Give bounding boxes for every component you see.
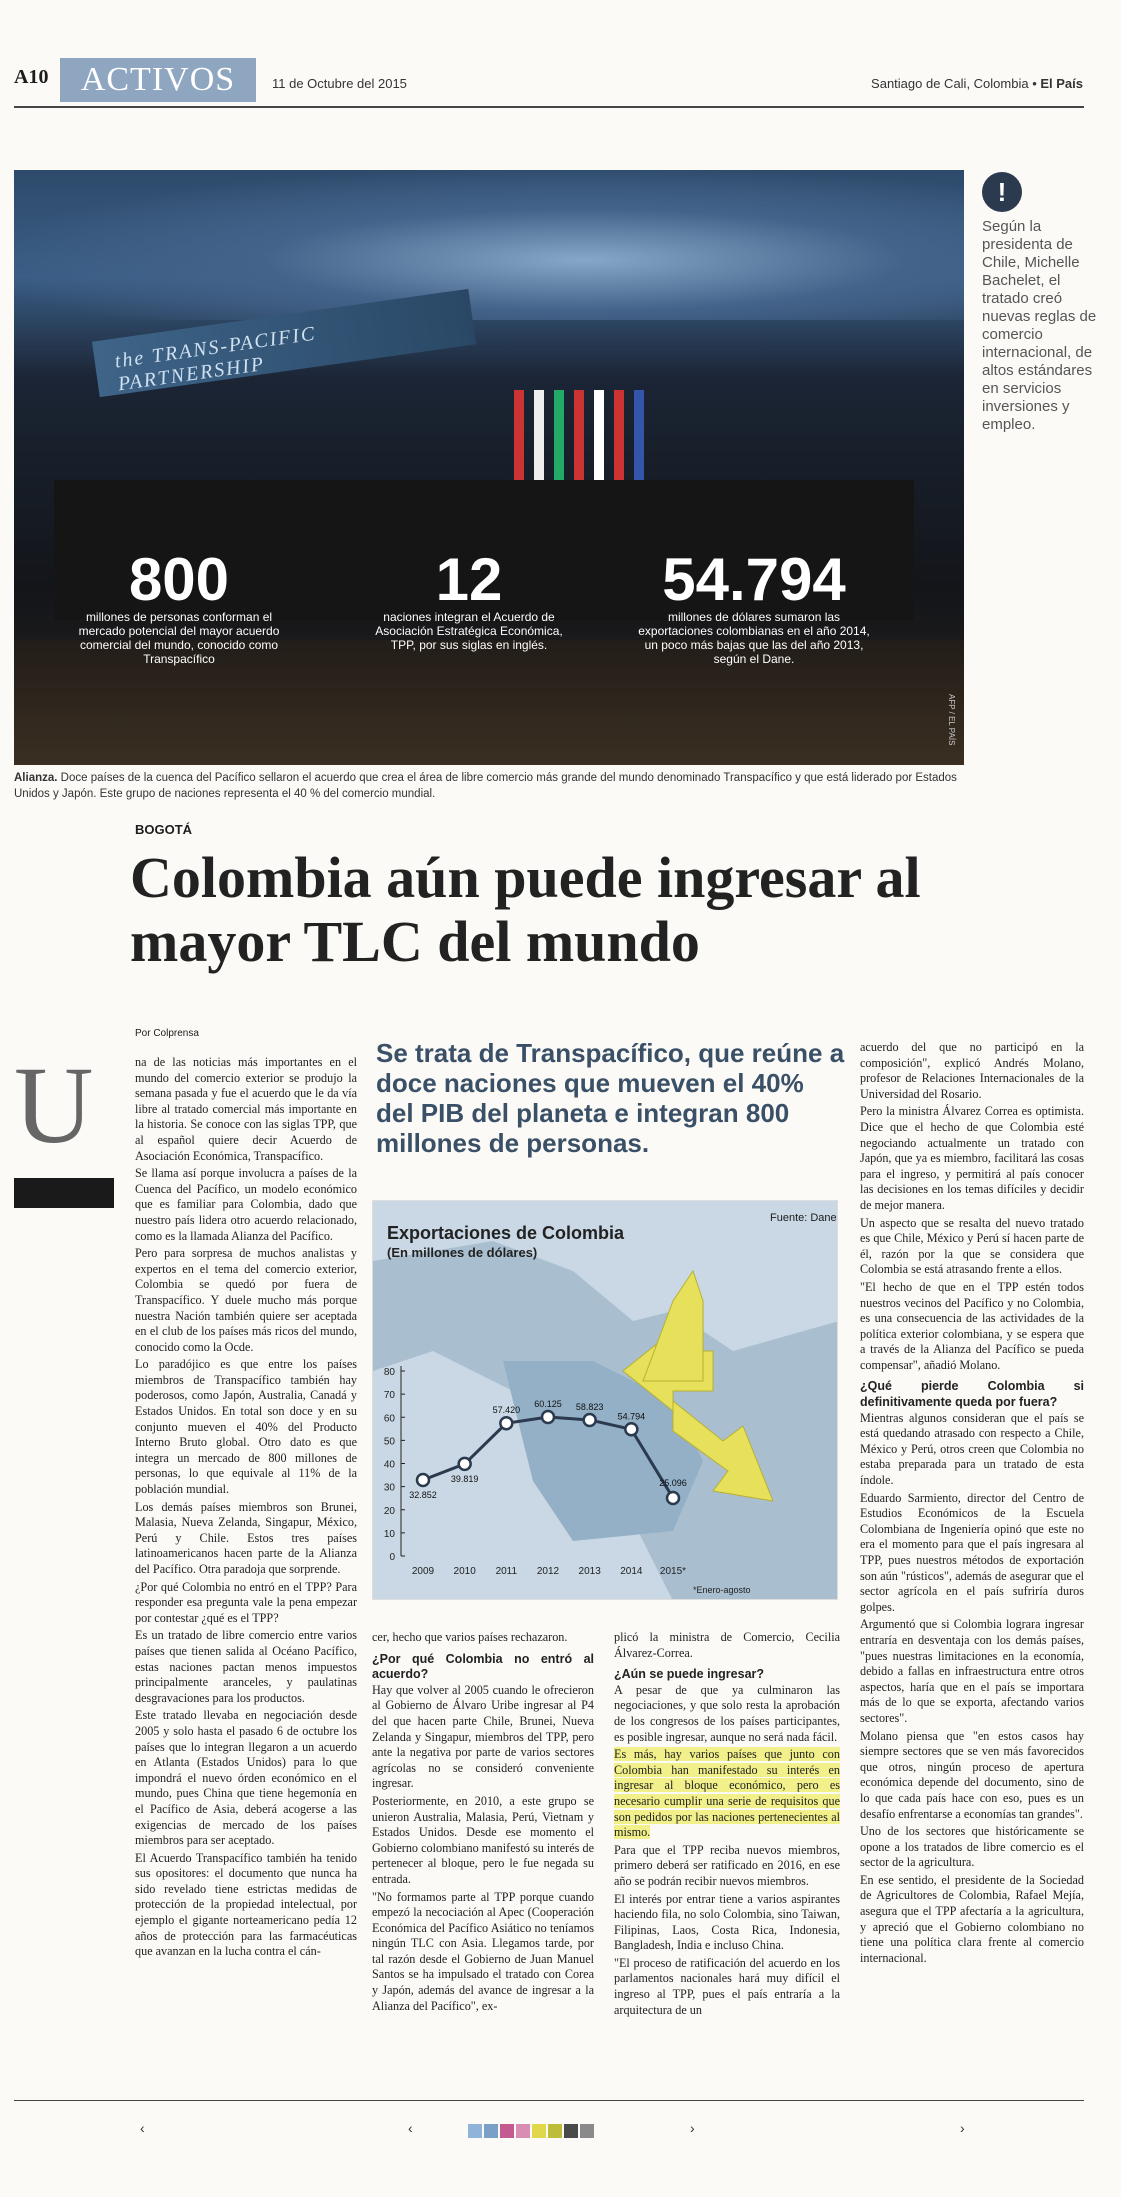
paragraph: Lo paradójico es que entre los países miembros de Transpacífico también hay poderosos, como Japón, Australia, Canadá y Estados Unidos. En total son doce y en su conjunto mueven el 40% del Producto Interno Bruto global. Otro dato es que integra un mercado de 800 millones de personas, lo que equivale al 11% de la población mundial. [135, 1357, 357, 1497]
paragraph: Eduardo Sarmiento, director del Centro de Estudios Económicos de la Escuela Colombiana de Ingeniería opinó que este no era el momento para que el país ingresara al TPP, pues nuestros métodos de exportación son aún "rústicos", además de asegurar que el sector agrícola en el país sufriría duros golpes. [860, 1490, 1084, 1614]
y-tick-label: 50 [383, 1436, 395, 1448]
drop-cap: U [14, 1044, 94, 1166]
highlighted-text: Es más, hay varios países que junto con Colombia han manifestado su interés en ingresar al bloque económico, pero es necesario cumplir una serie de requisitos que son pedidos por las naciones pertenecientes al mismo. [614, 1747, 840, 1840]
paragraph: Se llama así porque involucra a países de la Cuenca del Pacífico, un modelo económico que es familiar para Colombia, dado que nuestro país lidera otro acuerdo relacionado, como es la llamada Alianza del Pacífico. [135, 1166, 357, 1243]
chart-title: Exportaciones de Colombia [387, 1223, 625, 1243]
data-label: 25.096 [659, 1477, 687, 1488]
section-title: ACTIVOS [60, 58, 256, 102]
data-label: 57.420 [492, 1405, 521, 1416]
data-label: 39.819 [450, 1473, 479, 1484]
sidenote: Según la presidenta de Chile, Michelle Bachelet, el tratado creó nuevas reglas de comercio internacional, de altos estándares en servicios inversiones y empleo. [982, 218, 1097, 433]
y-tick-label: 70 [383, 1390, 395, 1402]
paragraph: Mientras algunos consideran que el país se está quedando atrasado con respecto a Chile, México y Perú, otros creen que Colombia no estaba preparada para un tratado de esta índole. [860, 1410, 1084, 1488]
color-swatch [580, 2124, 594, 2138]
paragraph: ¿Por qué Colombia no entró en el TPP? Para responder esa pregunta vale la pena empezar por contestar ¿qué es el TPP? [135, 1579, 357, 1625]
y-tick-label: 60 [383, 1413, 395, 1425]
x-tick-label: 2012 [536, 1566, 560, 1577]
paragraph: na de las noticias más importantes en el mundo del comercio exterior se produjo la semana pasada y fue el acuerdo que le da vía libre al tratado comercial más importante en la historia. Se conoce con las siglas TPP, que al español quiere decir Acuerdo de Asociación Económica, Transpacífico. [135, 1055, 357, 1163]
data-label: 60.125 [534, 1398, 562, 1409]
photo-credit: AFP / EL PAÍS [947, 693, 956, 745]
footer-rule [14, 2100, 1084, 2101]
data-label: 32.852 [409, 1490, 437, 1501]
paragraph: Un aspecto que se resalta del nuevo tratado es que Chile, México y Perú sí hacen parte de él, razón por la que se considera que Colombia se está atrasando frente a ellos. [860, 1215, 1084, 1277]
data-point [667, 1492, 679, 1504]
x-tick-label: 2010 [453, 1566, 476, 1577]
conference-photo [14, 170, 964, 765]
headline: Colombia aún puede ingresar al mayor TLC del mundo [130, 845, 921, 974]
paragraph: "No formamos parte al TPP porque cuando empezó la necociación al Apec (Cooperación Económica del Pacífico Asiático no teníamos ningún TLC con Asia. Llegamos tarde, por tal razón desde el Gobierno de Juan Manuel Santos se ha impulsado el tratado con Corea y Japón, además del avance de ingresar a la Alianza del Pacífico", ex- [372, 1889, 594, 2013]
data-point [584, 1414, 596, 1426]
tpp-banner: the TRANS-PACIFIC PARTNERSHIP [92, 289, 476, 397]
column-4 [860, 1040, 1084, 1968]
paragraph: En ese sentido, el presidente de la Sociedad de Agricultores de Colombia, Rafael Mejía, asegura que el TPP afectaría a la agricultura, y apreció que el Gobierno colombiano no tiene una política clara frente al comercio internacional. [860, 1872, 1084, 1965]
paragraph: Uno de los sectores que históricamente se opone a los tratados de libre comercio es el sector de la agricultura. [860, 1824, 1084, 1870]
color-swatch [564, 2124, 578, 2138]
color-registration-bar [468, 2124, 594, 2138]
color-swatch [484, 2124, 498, 2138]
x-tick-label: 2015* [659, 1566, 687, 1577]
decorative-bar [14, 1178, 114, 1208]
color-swatch [548, 2124, 562, 2138]
y-tick-label: 20 [383, 1505, 395, 1517]
color-swatch [516, 2124, 530, 2138]
stat-12: 12 naciones integran el Acuerdo de Asociación Estratégica Económica, TPP, por sus siglas en inglés. [375, 546, 563, 652]
color-swatch [500, 2124, 514, 2138]
page-number: A10 [14, 66, 49, 88]
paragraph: Pero para sorpresa de muchos analistas y expertos en el tema del comercio exterior, Colombia se quedó por fuera de Transpacífico. Y duele mucho más porque nuestra Nación también quiere ser aceptada en el club de los países más ricos del mundo, conocido como la Ocde. [135, 1246, 357, 1354]
data-point [542, 1411, 554, 1423]
y-tick-label: 0 [389, 1552, 395, 1563]
paragraph: El Acuerdo Transpacífico también ha tenido sus opositores: el documento que nunca ha sido revelado tiene estrictas medidas de protección de la propiedad intelectual, por ejemplo el gigante norteamericano pedía 12 años de protección para las farmacéuticas que avanzan en la lucha contra el cán- [135, 1850, 357, 1959]
exports-chart [372, 1200, 838, 1600]
color-swatch [468, 2124, 482, 2138]
paragraph: Argumentó que si Colombia lograra ingresar entraría en desventaja con los demás países, "pues nuestras limitaciones en la economía, debido a fallas en infraestructura entre otros aspectos, haría que en el país se importara más de lo que se exporta, afectando varios sectores". [860, 1617, 1084, 1725]
paragraph: Hay que volver al 2005 cuando le ofrecieron al Gobierno de Álvaro Uribe ingresar al P4 del que hacen parte Chile, Brunei, Nueva Zelanda y Singapur, miembros del TPP, pero ante la negativa por parte de varios sectores agrícolas no se consideró conveniente ingresar. [372, 1682, 594, 1791]
paragraph: acuerdo del que no participó en la composición", explicó Andrés Molano, profesor de Relaciones Internacionales de la Universidad del Rosario. [860, 1040, 1084, 1101]
paragraph: "El proceso de ratificación del acuerdo en los parlamentos nacionales hará muy difícil el ingreso al TPP, pues el país entraría a la arquitectura de un [614, 1955, 840, 2017]
byline: Por Colprensa [135, 1028, 199, 1039]
newspaper-masthead [871, 76, 1083, 91]
photo-caption: Alianza. Doce países de la cuenca del Pacífico sellaron el acuerdo que crea el área de libre comercio más grande del mundo denominado Transpacífico y que está liderado por Estados Unidos y Japón. Este grupo de naciones representa el 40 % del comercio mundial. [14, 772, 957, 800]
data-point [500, 1417, 512, 1429]
pull-quote: Se trata de Transpacífico, que reúne a doce naciones que mueven el 40% del PIB del planeta e integran 800 millones de personas. [376, 1038, 845, 1158]
paragraph: Es un tratado de libre comercio entre varios países que tienen salida al Océano Pacífico, estas naciones pactan menos impuestos principalmente aranceles, y paulatinas desgravaciones para los productos. [135, 1628, 357, 1705]
chart-source: Fuente: Dane [770, 1212, 837, 1224]
paragraph: El interés por entrar tiene a varios aspirantes haciendo fila, no solo Colombia, sino Taiwan, Filipinas, Laos, Costa Rica, Indonesia, Bangladesh, India e incluso China. [614, 1891, 840, 1953]
paragraph: Pero la ministra Álvarez Correa es optimista. Dice que el hecho de que Colombia esté negociando actualmente un tratado con Japón, que ya es miembro, facilitará las cosas para el ingreso, y permitirá al país conocer las decisiones en los temas difíciles y decidir de mejor manera. [860, 1104, 1084, 1212]
paragraph: Posteriormente, en 2010, a este grupo se unieron Australia, Malasia, Perú, Vietnam y Estados Unidos. Desde ese momento el Gobierno colombiano manifestó su interés de pertenecer al bloque, pero le fue negada su entrada. [372, 1793, 594, 1886]
data-label: 54.794 [617, 1411, 646, 1422]
paragraph: Molano piensa que "en estos casos hay siempre sectores que se ven más favorecidos que otros, ningún proceso de apertura económica depende del documento, sino de lo que cada país hace con eso, pues es un desafío enfrentarse a economías tan grandes". [860, 1728, 1084, 1821]
color-swatch [532, 2124, 546, 2138]
exclamation-icon: ! [982, 172, 1022, 212]
chart-subtitle: (En millones de dólares) [387, 1245, 538, 1260]
data-label: 58.823 [575, 1401, 604, 1412]
x-tick-label: 2009 [411, 1566, 435, 1577]
x-tick-label: 2013 [578, 1566, 601, 1577]
chart-note: *Enero-agosto [693, 1585, 751, 1595]
paragraph: Para que el TPP reciba nuevos miembros, primero deberá ser ratificado en 2016, en ese año se podrán recibir nuevos miembros. [614, 1842, 840, 1888]
y-tick-label: 40 [383, 1459, 395, 1471]
y-tick-label: 30 [383, 1482, 395, 1494]
issue-date: 11 de Octubre del 2015 [272, 76, 407, 91]
x-tick-label: 2011 [495, 1566, 518, 1577]
y-tick-label: 80 [383, 1367, 395, 1378]
paper-name: El País [1040, 76, 1083, 91]
data-point [459, 1458, 471, 1470]
column-1 [135, 1055, 357, 1962]
data-point [625, 1423, 637, 1435]
y-tick-label: 10 [383, 1528, 395, 1540]
kicker: BOGOTÁ [135, 822, 193, 837]
stat-54794: 54.794 millones de dólares sumaron las exportaciones colombianas en el año 2014, un poco más bajas que las del año 2013, según el Dane. [638, 546, 870, 666]
header-rule [14, 106, 1084, 108]
stat-800: 800 millones de personas conforman el mercado potencial del mayor acuerdo comercial del mundo, conocido como Transpacífico [78, 546, 280, 666]
paragraph: "El hecho de que en el TPP estén todos nuestros vecinos del Pacífico y no Colombia, es una consecuencia de las actividades de la política exterior colombiana, y se espera que a través de la Alianza del Pacífico se pueda compensar", añadió Molano. [860, 1279, 1084, 1372]
x-tick-label: 2014 [620, 1566, 643, 1577]
location: Santiago de Cali, Colombia • [871, 76, 1041, 91]
column-3: plicó la ministra de Comercio, Cecilia Álvarez-Correa. ¿Aún se puede ingresar? A pesar de que ya culminaron las negociaciones, y que solo resta la aprobación de los congresos de los países participantes, es posible ingresar, aunque no será nada fácil. Es más, hay varios países que junto con Colombia han manifestado su interés en ingresar al bloque económico, pero es necesario cumplir una serie de requisitos que son pedidos por las naciones pertenecientes al mismo. Para que el TPP reciba nuevos miembros, primero deberá ser ratificado en 2016, en ese año se podrán recibir nuevos miembros. El interés por entrar tiene a varios aspirantes haciendo fila, no solo Colombia, sino Taiwan, Filipinas, Laos, Costa Rica, Indonesia, Bangladesh, India e incluso China. "El proceso de ratificación del acuerdo en los parlamentos nacionales hará muy difícil el ingreso al TPP, pues el país entraría a la arquitectura de un [614, 1630, 840, 2017]
paragraph: Los demás países miembros son Brunei, Malasia, Nueva Zelanda, Singapur, México, Perú y Chile. Estos tres países latinoamericanos hacen parte de la Alianza del Pacífico. Otra paradoja que sorprende. [135, 1499, 357, 1576]
data-point [417, 1474, 429, 1486]
subheading: ¿Qué pierde Colombia si definitivamente queda por fuera? [860, 1379, 1084, 1410]
ceiling-lights [14, 170, 964, 320]
paragraph: Este tratado llevaba en negociación desde 2005 y solo hasta el pasado 6 de octubre los países que lo integran llegaron a un acuerdo en Atlanta (Estados Unidos) para lo que impondrá el nuevo órden económico en el mundo, pues China que tiene hegemonía en el Pacífico de Asia, deberá acogerse a las exigencias de mercado de los países miembros para ser aceptado. [135, 1708, 357, 1848]
column-2: cer, hecho que varios países rechazaron. ¿Por qué Colombia no entró al acuerdo? Hay que volver al 2005 cuando le ofrecieron al Gobierno de Álvaro Uribe ingresar al P4 del que hacen parte Chile, Brunei, Nueva Zelanda y Singapur, miembros del TPP, pero ante la negativa por parte de varios sectores agrícolas no se consideró conveniente ingresar. Posteriormente, en 2010, a este grupo se unieron Australia, Malasia, Perú, Vietnam y Estados Unidos. Desde ese momento el Gobierno colombiano manifestó su interés de pertenecer al bloque, pero le fue negada su entrada. "No formamos parte al TPP porque cuando empezó la necociación al Apec (Cooperación Económica del Pacífico Asiático no teníamos ningún TLC con Asia. Llegamos tarde, por tal razón desde el Gobierno de Juan Manuel Santos se ha impulsado el tratado con Corea y Japón, además del avance de ingresar a la Alianza del Pacífico", ex- [372, 1630, 594, 2013]
